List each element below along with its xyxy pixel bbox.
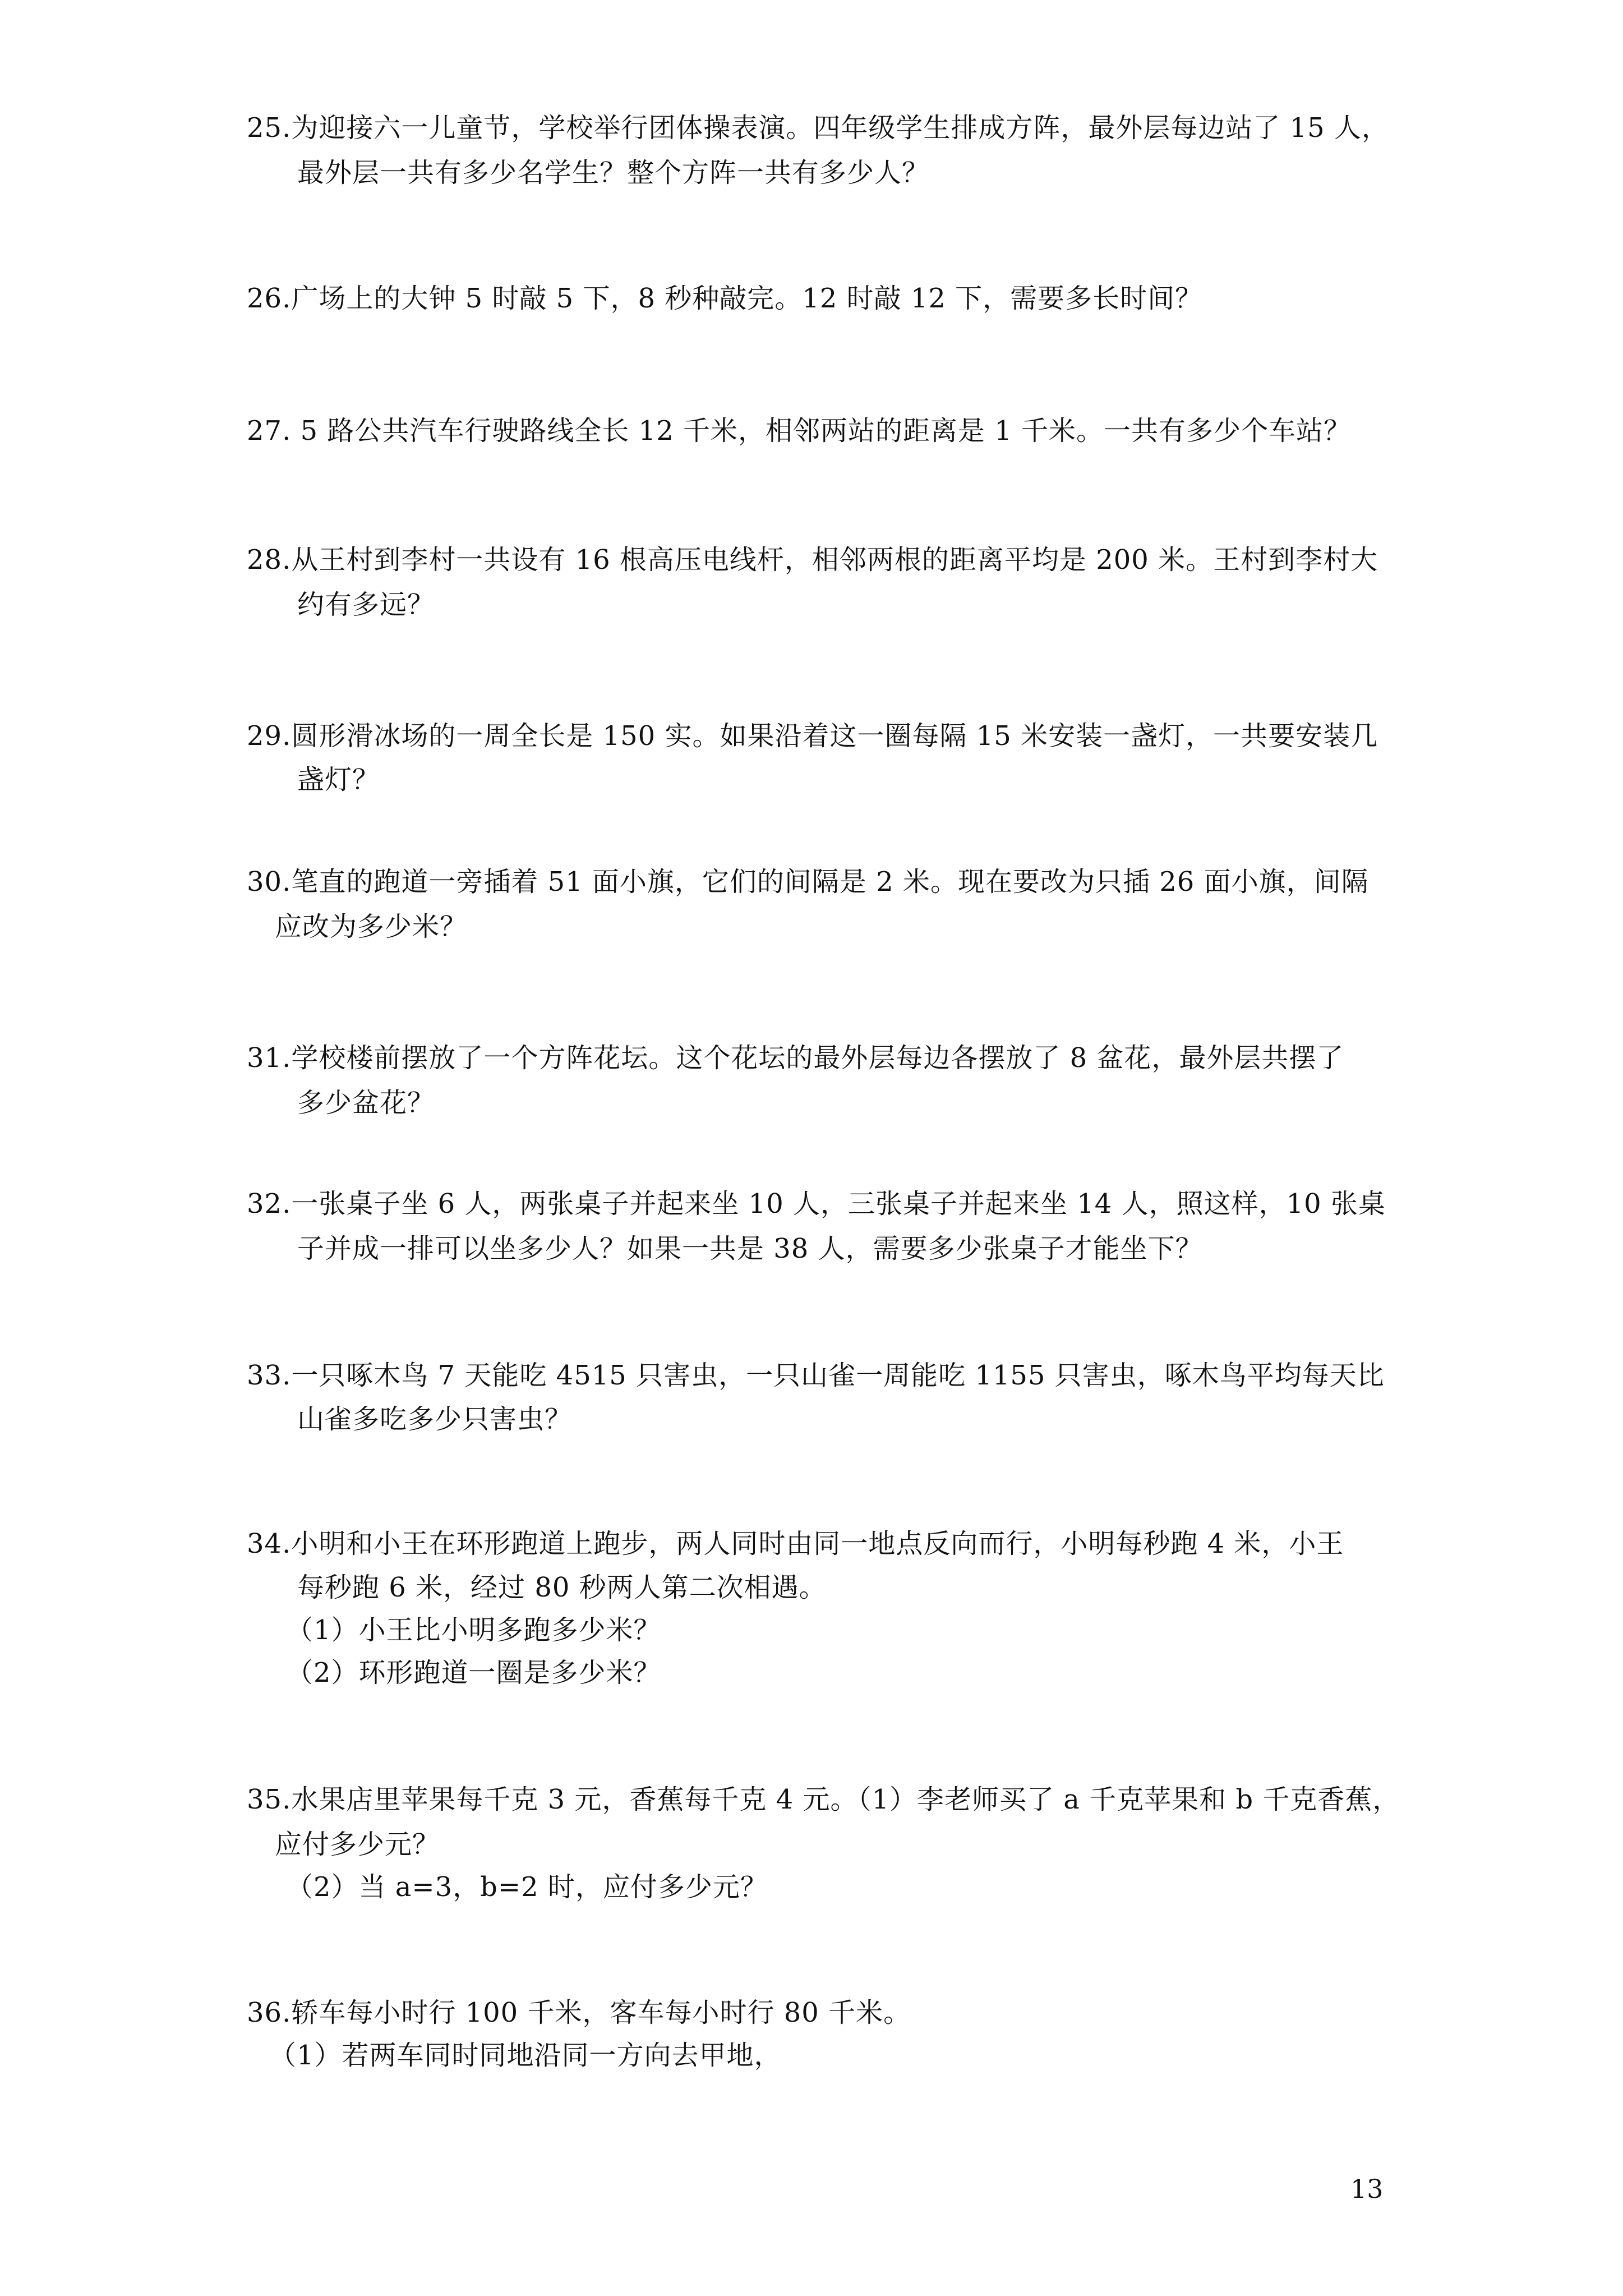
problem-33-line-1: 33.一只啄木鸟 7 天能吃 4515 只害虫，一只山雀一周能吃 1155 只害虫，啄木鸟平均每天比 bbox=[247, 1360, 1385, 1391]
problem-32-line-1: 32.一张桌子坐 6 人，两张桌子并起来坐 10 人，三张桌子并起来坐 14 人，照这样，10 张桌 bbox=[247, 1188, 1386, 1220]
problem-33-line-2: 山雀多吃多少只害虫？ bbox=[297, 1404, 573, 1435]
problem-34-line-2: 每秒跑 6 米，经过 80 秒两人第二次相遇。 bbox=[297, 1572, 827, 1603]
problem-31-line-2: 多少盆花？ bbox=[297, 1087, 435, 1119]
problem-32-line-2: 子并成一排可以坐多少人？如果一共是 38 人，需要多少张桌子才能坐下？ bbox=[297, 1233, 1203, 1264]
problem-27-line-1: 27. 5 路公共汽车行驶路线全长 12 千米，相邻两站的距离是 1 千米。一共有多少个车站？ bbox=[247, 415, 1352, 447]
page-number: 13 bbox=[1350, 2174, 1384, 2204]
problem-28-line-1: 28.从王村到李村一共设有 16 根高压电线杆，相邻两根的距离平均是 200 米。王村到李村大 bbox=[247, 544, 1378, 576]
problem-29-line-1: 29.圆形滑冰场的一周全长是 150 实。如果沿着这一圈每隔 15 米安装一盏灯，一共要安装几 bbox=[247, 720, 1378, 752]
problem-35-line-2: 应付多少元？ bbox=[275, 1829, 440, 1860]
problem-35-sub-2: （2）当 a=3，b=2 时，应付多少元？ bbox=[286, 1871, 768, 1903]
problem-29-line-2: 盏灯？ bbox=[297, 764, 380, 795]
problem-34-line-1: 34.小明和小王在环形跑道上跑步，两人同时由同一地点反向而行，小明每秒跑 4 米，小王 bbox=[247, 1528, 1344, 1559]
problem-31-line-1: 31.学校楼前摆放了一个方阵花坛。这个花坛的最外层每边各摆放了 8 盆花，最外层共摆了 bbox=[247, 1042, 1344, 1074]
problem-36-sub-1: （1）若两车同时同地沿同一方向去甲地， bbox=[269, 2040, 782, 2071]
problem-25-line-2: 最外层一共有多少名学生？整个方阵一共有多少人？ bbox=[297, 157, 930, 188]
problem-25-line-1: 25.为迎接六一儿童节，学校举行团体操表演。四年级学生排成方阵，最外层每边站了 15 人， bbox=[247, 112, 1389, 144]
problem-26-line-1: 26.广场上的大钟 5 时敲 5 下，8 秒种敲完。12 时敲 12 下，需要多长时间？ bbox=[247, 283, 1203, 314]
problem-35-line-1: 35.水果店里苹果每千克 3 元，香蕉每千克 4 元。（1）李老师买了 a 千克苹果和 b 千克香蕉， bbox=[247, 1784, 1400, 1815]
problem-34-sub-2: （2）环形跑道一圈是多少米？ bbox=[286, 1657, 661, 1688]
problem-36-line-1: 36.轿车每小时行 100 千米，客车每小时行 80 千米。 bbox=[247, 1997, 911, 2028]
problem-34-sub-1: （1）小王比小明多跑多少米？ bbox=[286, 1614, 661, 1646]
problem-28-line-2: 约有多远？ bbox=[297, 589, 435, 620]
problem-30-line-1: 30.笔直的跑道一旁插着 51 面小旗，它们的间隔是 2 米。现在要改为只插 26 面小旗，间隔 bbox=[247, 866, 1369, 898]
problem-30-line-2: 应改为多少米？ bbox=[275, 911, 468, 942]
